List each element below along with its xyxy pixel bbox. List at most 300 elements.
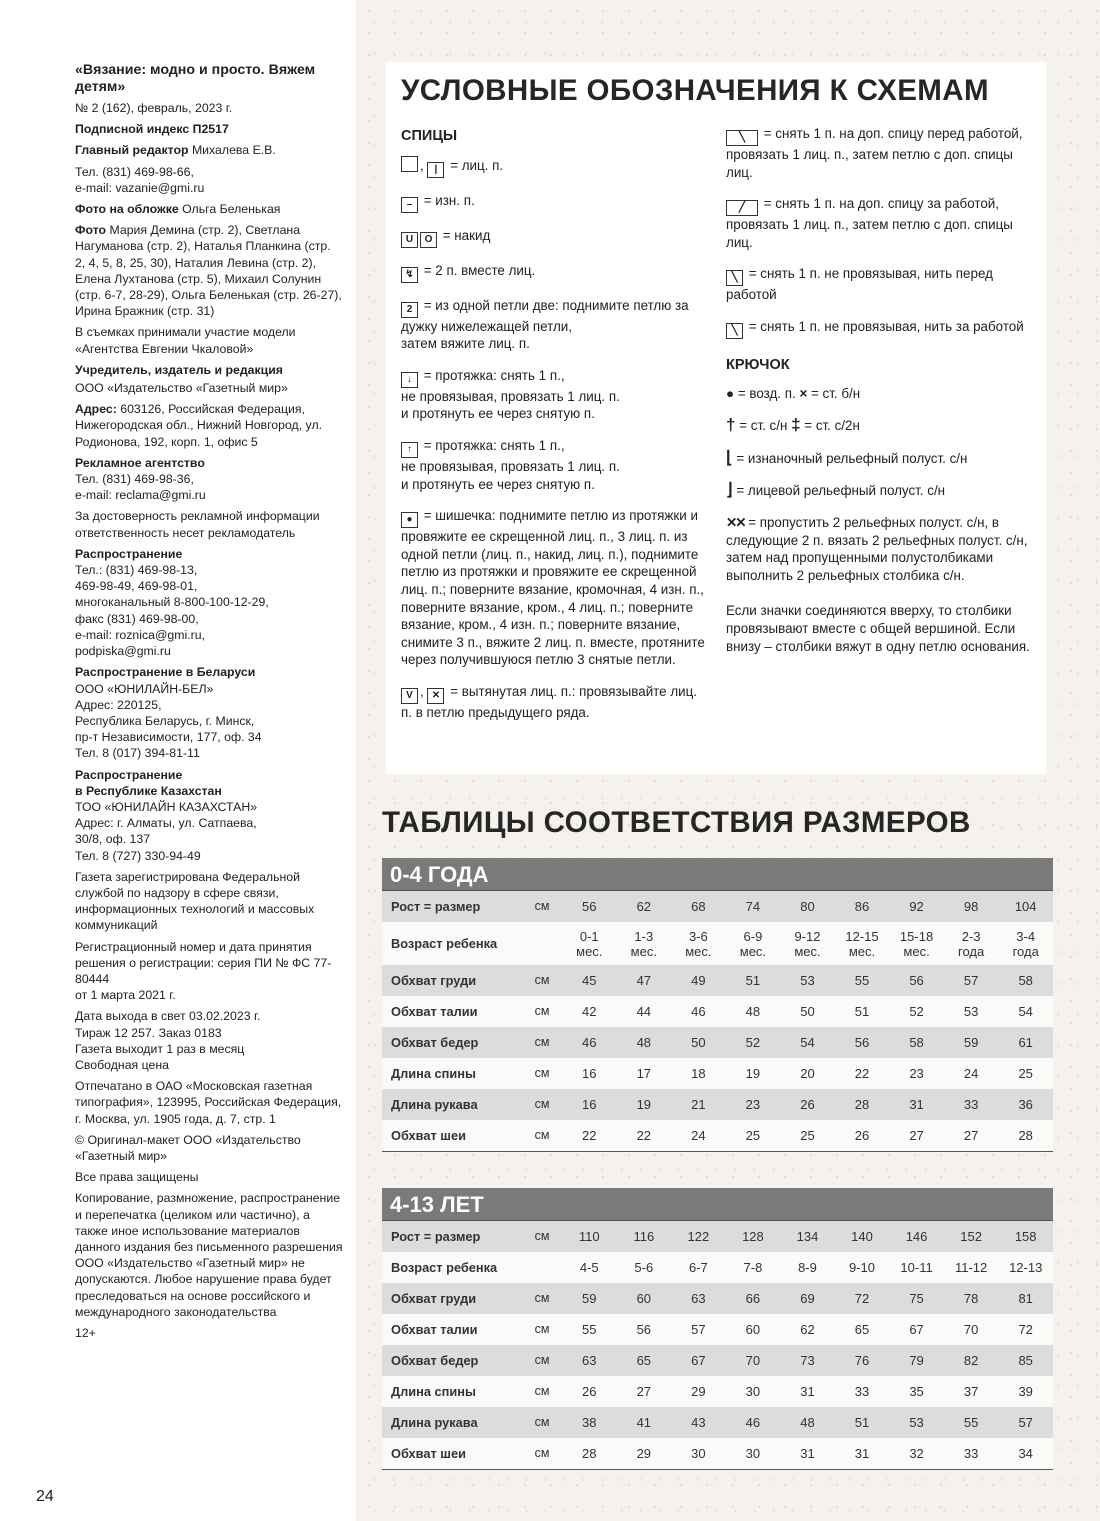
unit-cell — [522, 1252, 562, 1283]
table-cell: 31 — [780, 1438, 835, 1470]
increase-icon: 2 — [401, 302, 418, 318]
dc-icon: † — [726, 415, 736, 435]
table-row — [382, 1089, 1053, 1120]
table-cell: 51 — [726, 965, 781, 996]
table-row — [382, 1314, 1053, 1345]
table-cell: 51 — [835, 996, 890, 1027]
table-cell: 5-6 — [617, 1252, 672, 1283]
table-cell: 56 — [562, 891, 617, 923]
table-row — [382, 1283, 1053, 1314]
table-cell: 18 — [671, 1058, 726, 1089]
table-cell: 37 — [944, 1376, 999, 1407]
table-cell: 16 — [562, 1058, 617, 1089]
elongated-text: = вытянутая лиц. п.: провязывайте лиц. п. в петлю предыдущего ряда. — [401, 683, 698, 720]
table-cell: 69 — [780, 1283, 835, 1314]
unit-cell: см — [522, 1376, 562, 1407]
cover-photo-label: Фото на обложке — [75, 202, 179, 217]
unit-cell: см — [522, 996, 562, 1027]
table-cell: 16 — [562, 1089, 617, 1120]
table-cell: 29 — [671, 1376, 726, 1407]
table-cell: 0-1 мес. — [562, 922, 617, 965]
chain-sc-item — [726, 385, 1031, 403]
row-label: Длина спины — [382, 1376, 522, 1407]
table-cell: 50 — [671, 1027, 726, 1058]
table-cell: 75 — [889, 1283, 944, 1314]
issue-number: № 2 (162), февраль, 2023 г. — [75, 101, 233, 115]
table-row — [382, 891, 1053, 923]
knit-text: = лиц. п. — [450, 157, 504, 173]
table-cell: 68 — [671, 891, 726, 923]
founder-label: Учредитель, издатель и редакция — [75, 362, 283, 377]
editor-label: Главный редактор — [75, 143, 189, 158]
table-cell: 43 — [671, 1407, 726, 1438]
cross-post-item — [726, 514, 1031, 584]
table-cell: 76 — [835, 1345, 890, 1376]
table-cell: 52 — [889, 996, 944, 1027]
table-cell: 57 — [671, 1314, 726, 1345]
arrow-up-icon: ↑ — [401, 442, 418, 458]
address-label: Адрес: — [75, 402, 117, 417]
table-cell: 80 — [780, 891, 835, 923]
right-legend-column — [726, 125, 1031, 669]
table-cell: 56 — [835, 1027, 890, 1058]
table-cell: 30 — [671, 1438, 726, 1470]
table-cell: 58 — [998, 965, 1053, 996]
table-cell: 47 — [617, 965, 672, 996]
table-cell: 79 — [889, 1345, 944, 1376]
table-cell: 57 — [944, 965, 999, 996]
table-cell: 86 — [835, 891, 890, 923]
table-cell: 122 — [671, 1221, 726, 1253]
table-cell: 48 — [617, 1027, 672, 1058]
photo-label: Фото — [75, 223, 107, 238]
table-cell: 32 — [889, 1438, 944, 1470]
table-cell: 82 — [944, 1345, 999, 1376]
table-cell: 27 — [944, 1120, 999, 1152]
table-cell: 35 — [889, 1376, 944, 1407]
pass-up-text: = протяжка: снять 1 п., не провязывая, провязать 1 лиц. п. и протянуть ее через снятую п. — [401, 437, 620, 492]
table-cell: 61 — [998, 1027, 1053, 1058]
back-post-icon: ⌊ — [726, 447, 733, 467]
table-cell: 22 — [617, 1120, 672, 1152]
needles-heading: СПИЦЫ — [401, 128, 458, 144]
table-cell: 1-3 мес. — [617, 922, 672, 965]
front-post-item: ⌋ = лицевой рельефный полуст. с/н — [726, 480, 946, 500]
table-cell: 44 — [617, 996, 672, 1027]
table-cell: 28 — [998, 1120, 1053, 1152]
table-cell: 53 — [889, 1407, 944, 1438]
kazakhstan-contacts: ТОО «ЮНИЛАЙН КАЗАХСТАН» Адрес: г. Алматы, ул. Сатпаева, 30/8, оф. 137 Тел. 8 (727) 330-94-49 — [75, 799, 258, 863]
table-cell: 3-6 мес. — [671, 922, 726, 965]
slip-back-item — [726, 318, 1031, 339]
join-note: Если значки соединяются вверху, то столбики провязывают вместе с общей вершиной. Если внизу – столбики вяжут в одну петлю основания. — [726, 603, 1030, 654]
table-cell: 46 — [562, 1027, 617, 1058]
table-cell: 72 — [835, 1283, 890, 1314]
table-cell: 67 — [889, 1314, 944, 1345]
row-label: Обхват бедер — [382, 1027, 522, 1058]
ads-contacts: Тел. (831) 469-98-36, e-mail: reclama@gmi.ru — [75, 472, 206, 503]
tables-title: ТАБЛИЦЫ СООТВЕТСТВИЯ РАЗМЕРОВ — [382, 806, 971, 839]
table-cell: 45 — [562, 965, 617, 996]
registration-number: Регистрационный номер и дата принятия решения о регистрации: серия ПИ № ФС 77-80444 от 1 марта 2021 г. — [75, 939, 332, 1003]
table-cell: 31 — [889, 1089, 944, 1120]
table-cell: 85 — [998, 1345, 1053, 1376]
table-cell: 23 — [726, 1089, 781, 1120]
row-label: Обхват талии — [382, 996, 522, 1027]
table-cell: 9-12 мес. — [780, 922, 835, 965]
ads-label: Рекламное агентство — [75, 455, 205, 470]
table-cell: 62 — [780, 1314, 835, 1345]
table-cell: 63 — [671, 1283, 726, 1314]
dc2-text: = ст. с/2н — [804, 418, 860, 434]
table-cell: 57 — [998, 1407, 1053, 1438]
crochet-heading: КРЮЧОК — [726, 356, 790, 373]
yarn-over-v-icon: U — [401, 232, 418, 248]
table-cell: 36 — [998, 1089, 1053, 1120]
sc-text: = ст. б/н — [811, 385, 861, 401]
table-cell: 21 — [671, 1089, 726, 1120]
table-cell: 74 — [726, 891, 781, 923]
slip-back-text: = снять 1 п. не провязывая, нить за работой — [748, 318, 1024, 334]
table-cell: 26 — [780, 1089, 835, 1120]
table-cell: 24 — [944, 1058, 999, 1089]
table-row — [382, 1058, 1053, 1089]
address-text: 603126, Российская Федерация, Нижегородская обл., Нижний Новгород, ул. Родионова, 192, корп. 1, офис 5 — [75, 402, 323, 449]
table-cell: 59 — [944, 1027, 999, 1058]
table-cell: 28 — [562, 1438, 617, 1470]
yarn-over-item — [401, 227, 706, 248]
table-cell: 140 — [835, 1221, 890, 1253]
table-cell: 48 — [780, 1407, 835, 1438]
photo-names: Мария Демина (стр. 2), Светлана Нагуманова (стр. 2), Наталья Планкина (стр. 2, 4, 5, 8, 25, 30), Наталия Левина (стр. 2), Елена Лухтанова (стр. 5), Михаил Солунин (стр. 6-7, 28-29), Ольга Беленькая (стр. 26-27), Ирина Бражник (стр. 31) — [75, 223, 342, 319]
table-heading: 0-4 ГОДА — [382, 858, 1053, 891]
cross-front-icon: ╲ — [726, 130, 758, 146]
table-row — [382, 922, 1053, 965]
table-cell: 56 — [617, 1314, 672, 1345]
size-table-0-4 — [382, 858, 1053, 1152]
unit-cell: см — [522, 1314, 562, 1345]
table-row — [382, 1252, 1053, 1283]
table-cell: 26 — [835, 1120, 890, 1152]
table-row — [382, 1407, 1053, 1438]
table-cell: 81 — [998, 1283, 1053, 1314]
magazine-title: «Вязание: модно и просто. Вяжем детям» — [75, 62, 316, 95]
row-label: Возраст ребенка — [382, 922, 522, 965]
row-label: Длина рукава — [382, 1089, 522, 1120]
table-cell: 33 — [835, 1376, 890, 1407]
unit-cell: см — [522, 1027, 562, 1058]
table-cell: 30 — [726, 1376, 781, 1407]
unit-cell: см — [522, 1345, 562, 1376]
bobble-icon: ● — [401, 512, 418, 528]
table-cell: 65 — [835, 1314, 890, 1345]
purl-icon: – — [401, 197, 418, 213]
table-cell: 31 — [780, 1376, 835, 1407]
knit-bar-icon: | — [427, 162, 444, 178]
k2tog-item — [401, 262, 706, 283]
table-cell: 12-13 — [998, 1252, 1053, 1283]
dc-text: = ст. с/н — [739, 418, 788, 434]
dc2-icon: ‡ — [791, 415, 801, 435]
chain-text: = возд. п. — [737, 385, 796, 401]
elongated-v-icon: V — [401, 688, 418, 704]
chain-icon: ● — [726, 385, 735, 401]
cover-photo-name: Ольга Беленькая — [182, 202, 281, 217]
belarus-contacts: ООО «ЮНИЛАЙН-БЕЛ» Адрес: 220125, Республика Беларусь, г. Минск, пр-т Независимости, 177, оф. 34 Тел. 8 (017) 394-81-11 — [75, 681, 262, 761]
table-cell: 52 — [726, 1027, 781, 1058]
sc-icon: × — [799, 385, 808, 401]
table-cell: 19 — [617, 1089, 672, 1120]
row-label: Обхват бедер — [382, 1345, 522, 1376]
table-cell: 110 — [562, 1221, 617, 1253]
yarn-over-text: = накид — [442, 227, 491, 243]
slip-front-item — [726, 265, 1031, 304]
table-cell: 73 — [780, 1345, 835, 1376]
table-cell: 56 — [889, 965, 944, 996]
purl-text: = изн. п. — [423, 192, 475, 208]
table-cell: 34 — [998, 1438, 1053, 1470]
row-label: Обхват груди — [382, 1283, 522, 1314]
table-cell: 54 — [998, 996, 1053, 1027]
table-row — [382, 1345, 1053, 1376]
table-heading: 4-13 ЛЕТ — [382, 1188, 1053, 1221]
cross-back-icon: ╱ — [726, 200, 758, 216]
copying-notice: Копирование, размножение, распространение и перепечатка (целиком или частично), а также иное использование материалов данного издания без письменного разрешения ООО «Издательство «Газетный мир» не допускаются. Любое нарушение права будет преследоваться на основе российского и международного законодательства — [75, 1191, 343, 1319]
row-label: Длина спины — [382, 1058, 522, 1089]
table-cell: 12-15 мес. — [835, 922, 890, 965]
age-rating: 12+ — [75, 1326, 96, 1341]
table-cell: 7-8 — [726, 1252, 781, 1283]
distribution-label: Распространение — [75, 546, 183, 561]
table-cell: 65 — [617, 1345, 672, 1376]
unit-cell: см — [522, 891, 562, 923]
table-row — [382, 1027, 1053, 1058]
table-cell: 58 — [889, 1027, 944, 1058]
increase-text: = из одной петли две: поднимите петлю за дужку нижележащей петли, затем вяжите лиц. п. — [401, 297, 689, 352]
table-cell: 9-10 — [835, 1252, 890, 1283]
table-cell: 39 — [998, 1376, 1053, 1407]
cross-back-item — [726, 195, 1031, 251]
editor-contacts: Тел. (831) 469-98-66, e-mail: vazanie@gmi.ru — [75, 164, 205, 195]
imprint-column — [0, 0, 356, 1521]
cover-photo-line — [75, 201, 343, 217]
slip-back-icon: ╲ — [726, 323, 743, 339]
slip-front-text: = снять 1 п. не провязывая, нить перед работой — [726, 266, 993, 303]
copyright: © Оригинал-макет ООО «Издательство «Газетный мир» — [75, 1132, 301, 1163]
table-row — [382, 1438, 1053, 1470]
table-cell: 25 — [726, 1120, 781, 1152]
table-cell: 49 — [671, 965, 726, 996]
table-cell: 51 — [835, 1407, 890, 1438]
imprint — [75, 62, 343, 1346]
needles-column — [401, 128, 706, 736]
table-cell: 55 — [835, 965, 890, 996]
table-cell: 26 — [562, 1376, 617, 1407]
back-post-item: ⌊ = изнаночный рельефный полуст. с/н — [726, 447, 968, 467]
elongated-item: V , ✕ = вытянутая лиц. п.: провязывайте лиц. п. в петлю предыдущего ряда. — [401, 683, 698, 720]
founder-name: ООО «Издательство «Газетный мир» — [75, 381, 288, 396]
bobble-text: = шишечка: поднимите петлю из протяжки и провяжите ее скрещенной лиц. п., 3 лиц. п. из одной петли (лиц. п., накид, лиц. п.), поднимите петлю из протяжки и провяжите ее скрещенной лиц. п.; поверните вязание, кромочная, 4 изн. п., поверните вязание, кром., 4 лиц. п.; поверните вязание, кром., 4 изн. п.; поверните вязание, снимите 3 п., вяжите 2 лиц. п. вместе, протяните через получившуюся петлю 3 снятые петли. — [401, 508, 705, 668]
bobble-item — [401, 507, 706, 669]
table-cell: 27 — [889, 1120, 944, 1152]
dc-item — [726, 416, 1031, 435]
table-cell: 22 — [562, 1120, 617, 1152]
table-cell: 128 — [726, 1221, 781, 1253]
cross-front-item — [726, 125, 1031, 181]
row-label: Длина рукава — [382, 1407, 522, 1438]
table-row — [382, 1221, 1053, 1253]
unit-cell: см — [522, 1058, 562, 1089]
table-cell: 25 — [998, 1058, 1053, 1089]
table-cell: 28 — [835, 1089, 890, 1120]
table-cell: 55 — [562, 1314, 617, 1345]
table-cell: 53 — [780, 965, 835, 996]
table-row — [382, 965, 1053, 996]
legend-title: УСЛОВНЫЕ ОБОЗНАЧЕНИЯ К СХЕМАМ — [401, 74, 989, 107]
table-cell: 11-12 — [944, 1252, 999, 1283]
ads-note: За достоверность рекламной информации ответственность несет рекламодатель — [75, 509, 320, 540]
k2tog-icon: ↯ — [401, 267, 418, 283]
table-cell: 62 — [617, 891, 672, 923]
table-cell: 38 — [562, 1407, 617, 1438]
belarus-label: Распространение в Беларуси — [75, 665, 256, 680]
front-post-icon: ⌋ — [726, 480, 733, 500]
table-cell: 20 — [780, 1058, 835, 1089]
table-cell: 4-5 — [562, 1252, 617, 1283]
pass-down-item — [401, 367, 706, 423]
table-cell: 25 — [780, 1120, 835, 1152]
editor-name: Михалева Е.В. — [191, 143, 276, 158]
distribution-contacts: Тел.: (831) 469-98-13, 469-98-49, 469-98-01, многоканальный 8-800-100-12-29, факс (831) 469-98-00, e-mail: roznica@gmi.ru, podpiska@gmi.ru — [75, 563, 269, 659]
table-cell: 29 — [617, 1438, 672, 1470]
table-cell: 104 — [998, 891, 1053, 923]
front-post-text: лицевой рельефный полуст. с/н — [747, 483, 946, 499]
address-line — [75, 401, 343, 450]
table-cell: 46 — [671, 996, 726, 1027]
table-cell: 146 — [889, 1221, 944, 1253]
table-cell: 60 — [617, 1283, 672, 1314]
pass-up-item — [401, 437, 706, 493]
row-label: Обхват груди — [382, 965, 522, 996]
editor-line — [75, 142, 343, 158]
table-cell: 3-4 года — [998, 922, 1053, 965]
unit-cell — [522, 922, 562, 965]
table-row — [382, 1120, 1053, 1152]
table-cell: 92 — [889, 891, 944, 923]
table-cell: 60 — [726, 1314, 781, 1345]
pass-down-text: = протяжка: снять 1 п., не провязывая, провязать 1 лиц. п. и протянуть ее через снятую п. — [401, 367, 620, 422]
table-cell: 48 — [726, 996, 781, 1027]
registration-note: Газета зарегистрирована Федеральной службой по надзору в сфере связи, информационных технологий и массовых коммуникаций — [75, 869, 315, 933]
elongated-x-icon: ✕ — [427, 688, 444, 704]
table-cell: 41 — [617, 1407, 672, 1438]
table-cell: 116 — [617, 1221, 672, 1253]
unit-cell: см — [522, 1089, 562, 1120]
table-cell: 27 — [617, 1376, 672, 1407]
row-label: Рост = размер — [382, 1221, 522, 1253]
table-cell: 78 — [944, 1283, 999, 1314]
models-note: В съемках принимали участие модели «Агентства Евгении Чкаловой» — [75, 325, 296, 356]
table-cell: 24 — [671, 1120, 726, 1152]
subscription-index: Подписной индекс П2517 — [75, 122, 229, 137]
yarn-over-o-icon: O — [420, 232, 437, 248]
table-cell: 6-9 мес. — [726, 922, 781, 965]
release-info: Дата выхода в свет 03.02.2023 г. Тираж 12 257. Заказ 0183 Газета выходит 1 раз в месяц Свободная цена — [75, 1009, 261, 1072]
knit-item: , | = лиц. п. — [401, 156, 706, 178]
row-label: Обхват шеи — [382, 1438, 522, 1470]
size-table-4-13 — [382, 1188, 1053, 1470]
table-cell: 15-18 мес. — [889, 922, 944, 965]
knit-empty-icon — [401, 156, 418, 172]
cross-front-text: = снять 1 п. на доп. спицу перед работой, провязать 1 лиц. п., затем петлю с доп. спицы лиц. — [726, 126, 1023, 180]
row-label: Обхват шеи — [382, 1120, 522, 1152]
printing-house: Отпечатано в ОАО «Московская газетная типография», 123995, Российская Федерация, г. Москва, ул. 1905 года, д. 7, стр. 1 — [75, 1079, 342, 1126]
table-cell: 50 — [780, 996, 835, 1027]
page-number: 24 — [36, 1488, 54, 1505]
unit-cell: см — [522, 1283, 562, 1314]
table-row — [382, 996, 1053, 1027]
table-cell: 8-9 — [780, 1252, 835, 1283]
table-cell: 10-11 — [889, 1252, 944, 1283]
table-cell: 42 — [562, 996, 617, 1027]
cross-post-icon: ✕✕ — [726, 514, 745, 530]
table-cell: 152 — [944, 1221, 999, 1253]
photo-credits — [75, 222, 343, 319]
table-cell: 59 — [562, 1283, 617, 1314]
unit-cell: см — [522, 1438, 562, 1470]
table-row — [382, 1376, 1053, 1407]
unit-cell: см — [522, 1120, 562, 1152]
kazakhstan-label: Распространение в Республике Казахстан — [75, 767, 222, 798]
purl-item — [401, 192, 706, 213]
unit-cell: см — [522, 1221, 562, 1253]
cross-post-text: = пропустить 2 рельефных полуст. с/н, в следующие 2 п. вязать 2 рельефных полуст. с/н, затем над пропущенными полустолбиками выполнить 2 рельефных столбика с/н. — [726, 514, 1028, 583]
table-cell: 67 — [671, 1345, 726, 1376]
table-cell: 17 — [617, 1058, 672, 1089]
back-post-text: изнаночный рельефный полуст. с/н — [747, 450, 968, 466]
table-cell: 55 — [944, 1407, 999, 1438]
table-cell: 23 — [889, 1058, 944, 1089]
table-cell: 19 — [726, 1058, 781, 1089]
table-cell: 33 — [944, 1438, 999, 1470]
table-cell: 72 — [998, 1314, 1053, 1345]
table-cell: 33 — [944, 1089, 999, 1120]
increase-item — [401, 297, 706, 353]
table-cell: 63 — [562, 1345, 617, 1376]
table-cell: 53 — [944, 996, 999, 1027]
table-cell: 22 — [835, 1058, 890, 1089]
table-cell: 54 — [780, 1027, 835, 1058]
table-cell: 98 — [944, 891, 999, 923]
table-cell: 70 — [944, 1314, 999, 1345]
k2tog-text: = 2 п. вместе лиц. — [423, 262, 536, 278]
row-label: Обхват талии — [382, 1314, 522, 1345]
unit-cell: см — [522, 965, 562, 996]
table-cell: 2-3 года — [944, 922, 999, 965]
arrow-down-icon: ↓ — [401, 372, 418, 388]
table-cell: 134 — [780, 1221, 835, 1253]
table-cell: 158 — [998, 1221, 1053, 1253]
cross-back-text: = снять 1 п. на доп. спицу за работой, провязать 1 лиц. п., затем петлю с доп. спицы лиц. — [726, 196, 1013, 250]
legend-box — [386, 62, 1046, 774]
table-cell: 66 — [726, 1283, 781, 1314]
row-label: Возраст ребенка — [382, 1252, 522, 1283]
table-cell: 6-7 — [671, 1252, 726, 1283]
table-cell: 31 — [835, 1438, 890, 1470]
table-cell: 70 — [726, 1345, 781, 1376]
unit-cell: см — [522, 1407, 562, 1438]
row-label: Рост = размер — [382, 891, 522, 923]
